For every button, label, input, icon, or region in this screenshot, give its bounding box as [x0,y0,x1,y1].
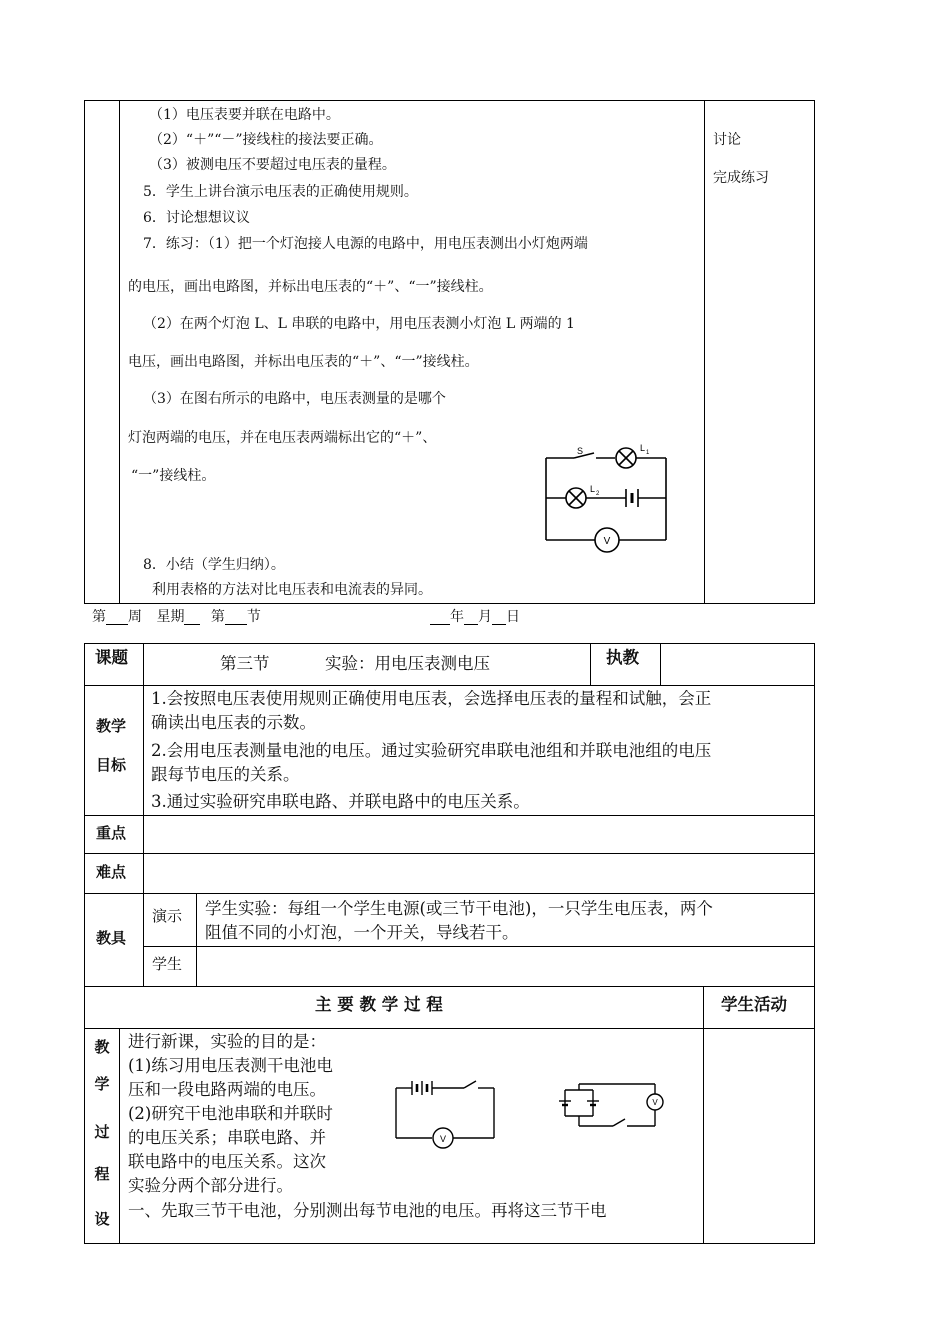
activity-header: 学生活动 [721,995,787,1014]
exercise-3: （3）在图右所示的电路中，电压表测量的是哪个 [143,391,446,407]
goal-line-2: 确读出电压表的示数。 [151,713,316,732]
goal-line-5: 3.通过实验研究串联电路、并联电路中的电压关系。 [151,792,530,811]
table-border [119,100,120,603]
process-side-char: 设 [94,1210,110,1228]
teacher-label: 执教 [606,648,639,667]
step-5: 5．学生上讲台演示电压表的正确使用规则。 [143,184,418,200]
weekday-label: 星期 [156,609,185,625]
table-border [84,853,815,854]
process-line-3: 压和一段电路两端的电压。 [128,1080,326,1099]
circuit-diagram [540,440,675,555]
month-label: 月 [478,609,492,625]
summary-line: 利用表格的方法对比电压表和电流表的异同。 [152,582,432,598]
goals-label-1: 教学 [96,717,127,735]
process-side-char: 程 [94,1165,110,1183]
process-line-1: 进行新课，实验的目的是： [128,1032,326,1051]
table-border [660,643,661,685]
lamp1-label: L [640,443,646,453]
process-line-2: (1)练习用电压表测干电池电 [128,1056,333,1075]
process-line-6: 联电路中的电压关系。这次 [128,1152,326,1171]
key-points-label: 重点 [96,824,127,842]
voltmeter-label: V [439,1134,447,1144]
table-border [84,603,815,604]
table-border [84,643,815,644]
circuit-diagram-battery [390,1072,500,1152]
switch-label: S [577,446,584,456]
year-blank[interactable] [430,610,450,625]
year-label: 年 [450,609,464,625]
circuit-diagram-parallel [555,1074,675,1134]
step-6: 6．讨论想想议议 [143,210,250,226]
month-blank[interactable] [464,610,478,625]
process-line-5: 的电压关系；串联电路、并 [128,1128,326,1147]
table-border [814,100,815,603]
table-border [84,100,815,101]
voltmeter-label: V [603,536,611,547]
rule-line-1: （1）电压表要并联在电路中。 [149,107,340,123]
exercise-3-cont2: “一”接线柱。 [131,468,216,484]
date-line-left [92,609,261,625]
table-border [84,815,815,816]
process-side-char: 学 [94,1075,110,1093]
process-side-char: 过 [94,1123,110,1141]
section-prefix: 第 [210,609,225,625]
week-prefix: 第 [92,609,106,625]
table-border [84,643,85,1243]
process-header: 主 要 教 学 过 程 [315,995,443,1014]
week-suffix: 周 [128,609,142,625]
table-border [704,100,705,603]
demo-line-2: 阻值不同的小灯泡，一个开关，导线若干。 [205,923,519,942]
table-border [814,643,815,1243]
goal-line-3: 2.会用电压表测量电池的电压。通过实验研究串联电池组和并联电池组的电压 [151,741,712,760]
week-blank[interactable] [106,610,128,625]
process-line-4: (2)研究干电池串联和并联时 [128,1104,333,1123]
table-border [119,1028,120,1243]
table-border [84,1243,815,1244]
lamp2-subscript: 2 [596,491,600,497]
section-blank[interactable] [225,610,247,625]
table-border [196,893,197,986]
topic-section: 第三节 [220,654,270,673]
demo-label: 演示 [152,907,183,925]
lamp2-label: L [590,484,596,494]
difficulty-label: 难点 [96,863,127,881]
exercise-2: （2）在两个灯泡 L、L 串联的电路中，用电压表测小灯泡 L 两端的 1 [143,316,575,332]
table-border [590,643,591,685]
table-border [84,1028,815,1029]
exercise-3-cont: 灯泡两端的电压，并在电压表两端标出它的“＋”、 [128,430,437,446]
table-border [84,986,815,987]
lamp1-subscript: 1 [646,450,650,456]
table-border [84,685,815,686]
section-suffix: 节 [246,609,261,625]
topic-label: 课题 [95,648,128,667]
voltmeter-label: V [652,1098,658,1107]
date-line-right [430,609,520,625]
step-7-cont: 的电压，画出电路图，并标出电压表的“＋”、“一”接线柱。 [128,279,493,295]
topic-title: 实验：用电压表测电压 [325,654,490,673]
step-8: 8．小结（学生归纳）。 [143,557,285,573]
table-border [84,893,815,894]
goals-label-2: 目标 [96,756,127,774]
day-blank[interactable] [492,610,506,625]
process-line-8: 一、先取三节干电池，分别测出每节电池的电压。再将这三节干电 [128,1201,607,1220]
rule-line-2: （2）“＋”“－”接线柱的接法要正确。 [149,132,383,148]
process-line-7: 实验分两个部分进行。 [128,1176,293,1195]
student-label: 学生 [152,955,183,973]
goal-line-1: 1.会按照电压表使用规则正确使用电压表，会选择电压表的量程和试触，会正 [151,689,712,708]
day-label: 日 [506,609,520,625]
goal-line-4: 跟每节电压的关系。 [151,765,300,784]
table-border [703,986,704,1243]
step-7: 7．练习：（1）把一个灯泡接人电源的电路中，用电压表测出小灯炮两端 [143,236,588,252]
exercise-2-cont: 电压，画出电路图，并标出电压表的“＋”、“一”接线柱。 [128,354,479,370]
process-side-char: 教 [94,1038,110,1056]
equipment-label: 教具 [96,929,127,947]
table-border [143,643,144,986]
weekday-blank[interactable] [184,610,200,625]
activity-discuss: 讨论 [713,132,741,148]
table-border [84,100,85,603]
demo-line-1: 学生实验：每组一个学生电源(或三节干电池)，一只学生电压表，两个 [205,899,713,918]
rule-line-3: （3）被测电压不要超过电压表的量程。 [149,157,396,173]
activity-exercise: 完成练习 [713,170,769,186]
table-border [143,946,815,947]
